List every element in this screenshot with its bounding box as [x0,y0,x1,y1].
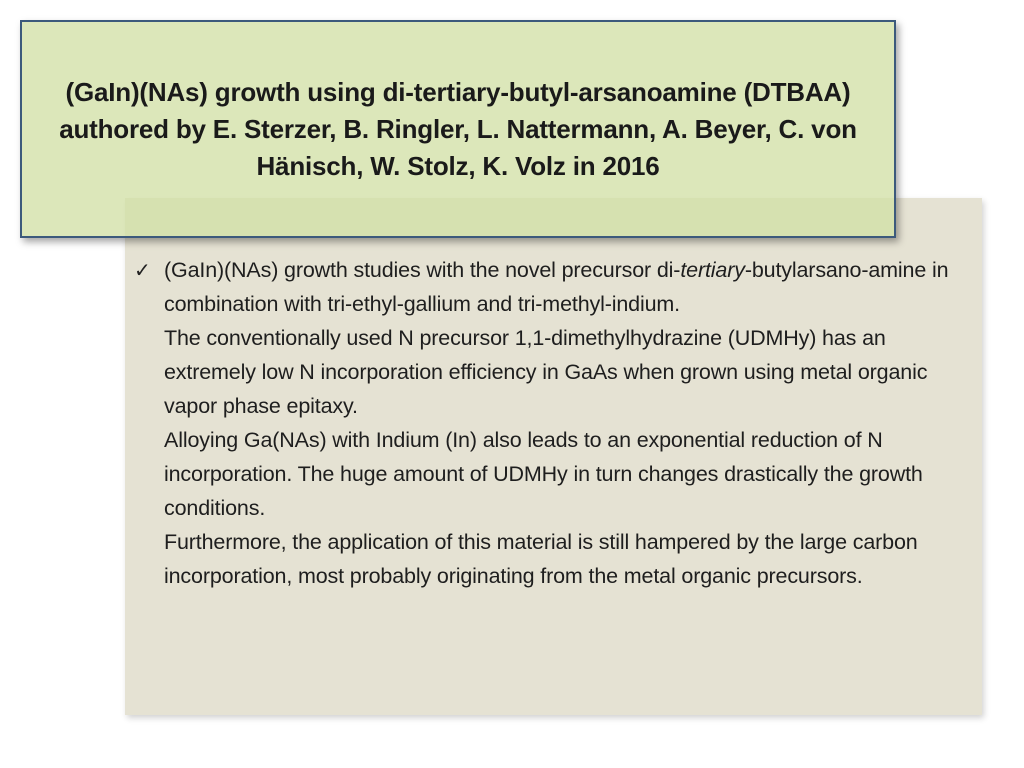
italic-tertiary: tertiary [680,258,745,282]
paragraph-precursor-end: -butylarsano-amine in combination with tri-ethyl-gallium and tri-methyl-indium. [164,258,949,316]
slide-title: (GaIn)(NAs) growth using di-tertiary-butyl-arsanoamine (DTBAA) authored by E. Sterzer, B. Ringler, L. Nattermann, A. Beyer, C. von Hänisch, W. Stolz, K. Volz in 2016 [59,76,857,181]
paragraph-precursor-start: (GaIn)(NAs) growth studies with the novel precursor di- [164,258,681,282]
paragraph-carbon: Furthermore, the application of this material is still hampered by the large carbon incorporation, most probably originating from the metal organic precursors. [164,530,918,588]
bullet-body [164,253,974,593]
bullet-item [134,253,974,593]
paragraph-alloying: Alloying Ga(NAs) with Indium (In) also leads to an exponential reduction of N incorporation. The huge amount of UDMHy in turn changes drastically the growth conditions. [164,428,923,520]
check-icon: ✓ [134,258,151,282]
paragraph-precursor [164,253,974,321]
title-box [20,20,896,238]
paragraph-udmhy: The conventionally used N precursor 1,1-dimethylhydrazine (UDMHy) has an extremely low N incorporation efficiency in GaAs when grown using metal organic vapor phase epitaxy. [164,326,928,418]
